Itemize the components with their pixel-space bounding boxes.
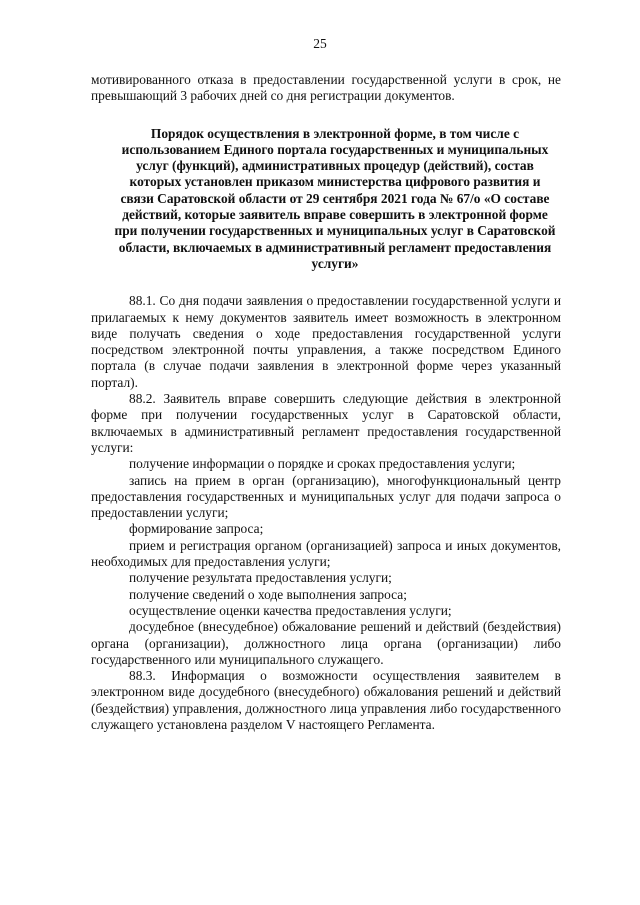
list-item: получение результата предоставления услуги; bbox=[129, 570, 392, 586]
list-item: получение информации о порядке и сроках предоставления услуги; bbox=[129, 456, 516, 472]
intro-paragraph: мотивированного отказа в предоставлении государственной услуги в срок, не превышающий 3 рабочих дней со дня регистрации документов. bbox=[91, 72, 561, 104]
list-item: запись на прием в орган (организацию), многофункциональный центр предоставления государственных и муниципальных услуг для подачи запроса о предоставлении услуги; bbox=[91, 472, 561, 521]
paragraph-88-1: 88.1. Со дня подачи заявления о предоставлении государственной услуги и прилагаемых к нему документов заявитель имеет возможность в электронном виде получать сведения о ходе предоставления государственной услуги посредством электронной почты управления, а также посредством Единого портала (в случае подачи заявления в электронной форме через указанный портал). bbox=[91, 293, 561, 390]
document-body bbox=[91, 72, 561, 733]
list-item: получение сведений о ходе выполнения запроса; bbox=[129, 586, 407, 602]
section-heading: Порядок осуществления в электронной форме, в том числе с использованием Единого портала государственных и муниципальных услуг (функций), административных процедур (действий), состав которых установлен приказом министерства цифрового развития и связи Саратовской области от 29 сентября 2021 года № 67/о «О составе действий, которые заявитель вправе совершить в электронной форме при получении государственных и муниципальных услуг в Саратовской области, включаемых в административный регламент предоставления услуги» bbox=[114, 125, 556, 271]
page-number: 25 bbox=[313, 36, 327, 51]
paragraph-88-2: 88.2. Заявитель вправе совершить следующие действия в электронной форме при получении государственных услуг в Саратовской области, включаемых в административный регламент предоставления государственной услуги: bbox=[91, 391, 561, 455]
paragraph-88-3: 88.3. Информация о возможности осуществления заявителем в электронном виде досудебного (внесудебного) обжалования решений и действий (бездействия) управления, должностного лица управления либо государственного служащего установлена разделом V настоящего Регламента. bbox=[91, 668, 561, 732]
list-item: прием и регистрация органом (организацией) запроса и иных документов, необходимых для предоставления услуги; bbox=[91, 537, 561, 570]
list-item: осуществление оценки качества предоставления услуги; bbox=[129, 602, 452, 618]
list-item: формирование запроса; bbox=[129, 521, 264, 537]
actions-list bbox=[91, 456, 561, 668]
list-item: досудебное (внесудебное) обжалование решений и действий (бездействия) органа (организации), должностного лица органа (организации) либо государственного или муниципального служащего. bbox=[91, 619, 561, 667]
